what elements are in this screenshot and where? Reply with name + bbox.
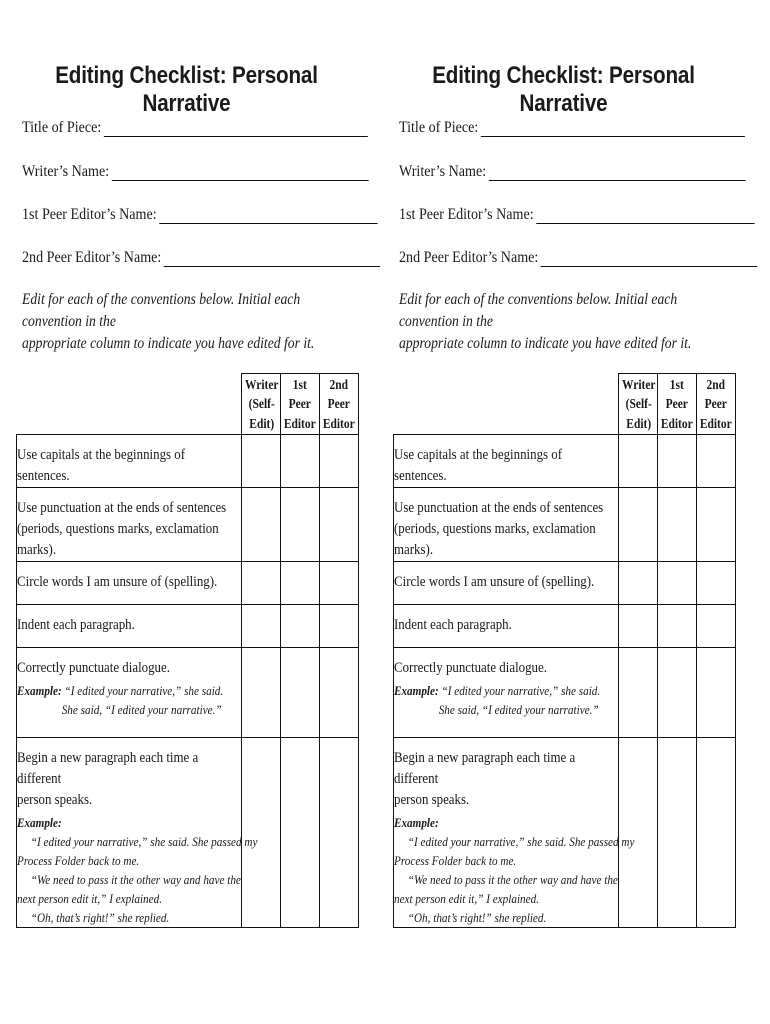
initial-box[interactable] bbox=[281, 738, 320, 928]
instructions: Edit for each of the conventions below. Initial each convention in the appropriate column to indicate you have edited for it. bbox=[399, 291, 692, 352]
checklist-title: Editing Checklist: Personal Narrative bbox=[432, 62, 695, 117]
table-row: Indent each paragraph. bbox=[394, 605, 736, 648]
initial-box[interactable] bbox=[320, 435, 359, 488]
instructions: Edit for each of the conventions below. Initial each convention in the appropriate column to indicate you have edited for it. bbox=[22, 291, 315, 352]
initial-box[interactable] bbox=[281, 562, 320, 605]
writer-name-field[interactable]: Writer’s Name: bbox=[22, 161, 369, 181]
table-row: Correctly punctuate dialogue. Example: “I edited your narrative,” she said. She said, “I edited your narrative.” bbox=[17, 648, 359, 738]
column-header-first-peer: 1st Peer Editor bbox=[658, 374, 697, 435]
initial-box[interactable] bbox=[242, 435, 281, 488]
initial-box[interactable] bbox=[697, 605, 736, 648]
title-of-piece-field[interactable]: Title of Piece: bbox=[22, 117, 368, 137]
table-row: Use capitals at the beginnings of sentences. bbox=[394, 435, 736, 488]
initial-box[interactable] bbox=[658, 648, 697, 738]
initial-box[interactable] bbox=[697, 648, 736, 738]
table-row: Circle words I am unsure of (spelling). bbox=[17, 562, 359, 605]
initial-box[interactable] bbox=[242, 562, 281, 605]
initial-box[interactable] bbox=[619, 562, 658, 605]
column-header-writer: Writer (Self- Edit) bbox=[242, 374, 281, 435]
initial-box[interactable] bbox=[619, 435, 658, 488]
column-header-first-peer: 1st Peer Editor bbox=[281, 374, 320, 435]
table-row: Begin a new paragraph each time a different person speaks. Example: “I edited your narrative,” she said. She passed my Process Folder back to me. “We need to pass it the other way and have the next person edit it,” I explained. “Oh, that’s right!” she replied. bbox=[17, 738, 359, 928]
second-peer-editor-field[interactable]: 2nd Peer Editor’s Name: bbox=[22, 247, 380, 267]
table-row: Begin a new paragraph each time a different person speaks. Example: “I edited your narrative,” she said. She passed my Process Folder back to me. “We need to pass it the other way and have the next person edit it,” I explained. “Oh, that’s right!” she replied. bbox=[394, 738, 736, 928]
initial-box[interactable] bbox=[619, 605, 658, 648]
table-row: Indent each paragraph. bbox=[17, 605, 359, 648]
initial-box[interactable] bbox=[658, 738, 697, 928]
table-row: Circle words I am unsure of (spelling). bbox=[394, 562, 736, 605]
conventions-table bbox=[393, 373, 736, 928]
initial-box[interactable] bbox=[619, 488, 658, 562]
table-row: Use punctuation at the ends of sentences (periods, questions marks, exclamation marks). bbox=[394, 488, 736, 562]
column-header-second-peer: 2nd Peer Editor bbox=[320, 374, 359, 435]
initial-box[interactable] bbox=[658, 605, 697, 648]
initial-box[interactable] bbox=[697, 488, 736, 562]
initial-box[interactable] bbox=[281, 435, 320, 488]
initial-box[interactable] bbox=[697, 562, 736, 605]
checklist-title: Editing Checklist: Personal Narrative bbox=[55, 62, 318, 117]
title-of-piece-field[interactable]: Title of Piece: bbox=[399, 117, 745, 137]
initial-box[interactable] bbox=[281, 605, 320, 648]
initial-box[interactable] bbox=[697, 435, 736, 488]
second-peer-editor-field[interactable]: 2nd Peer Editor’s Name: bbox=[399, 247, 757, 267]
writer-name-field[interactable]: Writer’s Name: bbox=[399, 161, 746, 181]
initial-box[interactable] bbox=[697, 738, 736, 928]
column-header-second-peer: 2nd Peer Editor bbox=[697, 374, 736, 435]
conventions-table bbox=[16, 373, 359, 928]
initial-box[interactable] bbox=[320, 562, 359, 605]
first-peer-editor-field[interactable]: 1st Peer Editor’s Name: bbox=[22, 204, 378, 224]
initial-box[interactable] bbox=[658, 562, 697, 605]
initial-box[interactable] bbox=[320, 605, 359, 648]
initial-box[interactable] bbox=[281, 648, 320, 738]
initial-box[interactable] bbox=[658, 435, 697, 488]
initial-box[interactable] bbox=[281, 488, 320, 562]
initial-box[interactable] bbox=[658, 488, 697, 562]
table-row: Use capitals at the beginnings of sentences. bbox=[17, 435, 359, 488]
table-row: Use punctuation at the ends of sentences (periods, questions marks, exclamation marks). bbox=[17, 488, 359, 562]
first-peer-editor-field[interactable]: 1st Peer Editor’s Name: bbox=[399, 204, 755, 224]
initial-box[interactable] bbox=[320, 488, 359, 562]
initial-box[interactable] bbox=[320, 648, 359, 738]
initial-box[interactable] bbox=[242, 488, 281, 562]
column-header-writer: Writer (Self- Edit) bbox=[619, 374, 658, 435]
initial-box[interactable] bbox=[320, 738, 359, 928]
initial-box[interactable] bbox=[242, 605, 281, 648]
table-row: Correctly punctuate dialogue. Example: “I edited your narrative,” she said. She said, “I edited your narrative.” bbox=[394, 648, 736, 738]
